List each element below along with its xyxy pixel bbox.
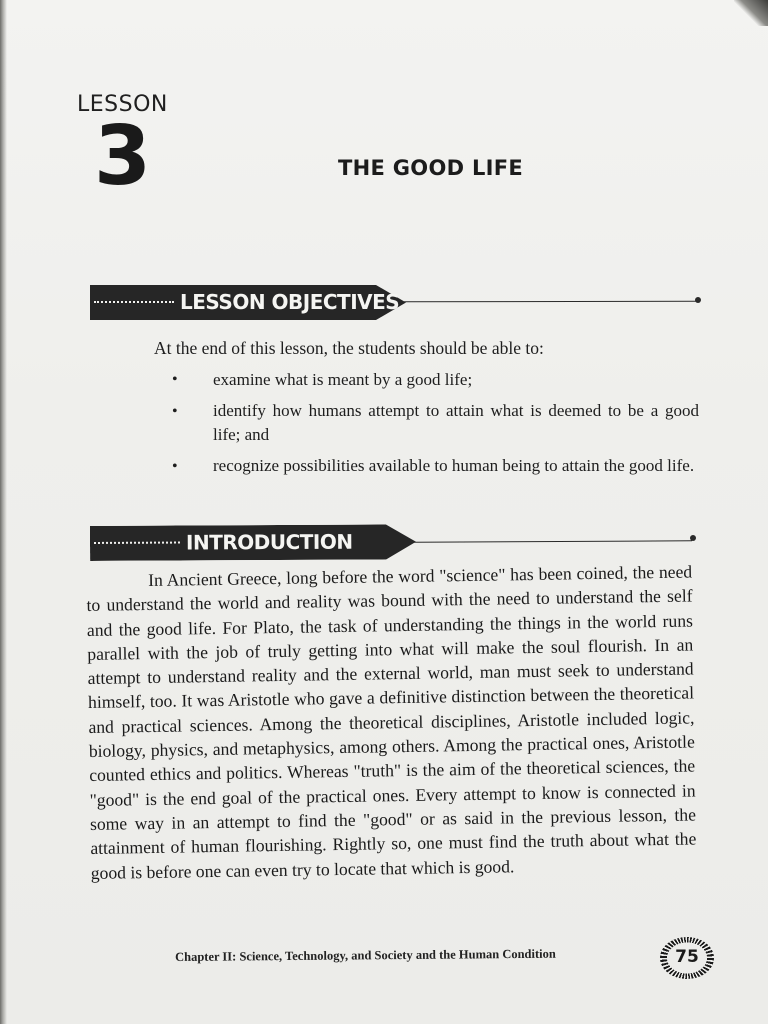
- objective-item-1: examine what is meant by a good life;: [213, 370, 473, 389]
- lesson-label: LESSON: [77, 92, 168, 117]
- lesson-title: THE GOOD LIFE: [338, 156, 524, 180]
- objectives-intro: At the end of this lesson, the students should be able to:: [154, 338, 544, 358]
- page-corner-fold: [734, 0, 768, 26]
- chapter-footer: Chapter II: Science, Technology, and Society and the Human Condition: [175, 946, 556, 964]
- objectives-rule-end-dot: [695, 297, 701, 303]
- introduction-rule: [414, 540, 692, 542]
- objectives-heading: LESSON OBJECTIVES: [180, 290, 400, 314]
- introduction-heading: INTRODUCTION: [185, 529, 353, 555]
- objectives-rule: [404, 301, 696, 303]
- bullet-dot: •: [172, 403, 178, 420]
- introduction-rule-end-dot: [690, 535, 696, 541]
- objectives-banner: [90, 285, 406, 320]
- bullet-dot: •: [172, 371, 178, 388]
- page-edge-shadow: [0, 0, 7, 1024]
- objectives-banner-dots: [94, 301, 174, 303]
- bullet-dot: •: [172, 458, 178, 475]
- introduction-paragraph: In Ancient Greece, long before the word "science" has been coined, the need to understand the world and reality was bound with the need to understand the self and the good life. For Plato, the task of understanding the things in the world runs parallel with the job of truly getting into what will make the soul flourish. In an attempt to understand reality and the external world, man must seek to understand himself, too. It was Aristotle who gave a definitive distinction between the theoretical and practical sciences. Among the theoretical disciplines, Aristotle included logic, biology, physics, and metaphysics, among others. Among the practical ones, Aristotle counted ethics and politics. Whereas "truth" is the aim of the theoretical sciences, the "good" is the end goal of the practical ones. Every attempt to know is connected in some way in an attempt to find the "good" or as said in the previous lesson, the attainment of human flourishing. Rightly so, one must find the truth about what the good is before one can even try to locate that which is good.: [86, 561, 697, 883]
- page-number: 75: [675, 947, 699, 967]
- introduction-banner: [90, 524, 416, 561]
- lesson-number: 3: [94, 109, 152, 204]
- page-number-badge: [660, 937, 714, 979]
- objective-item-3: recognize possibilities available to human being to attain the good life.: [213, 456, 695, 475]
- objective-item-2: identify how humans attempt to attain what is deemed to be a good life; and: [213, 401, 699, 444]
